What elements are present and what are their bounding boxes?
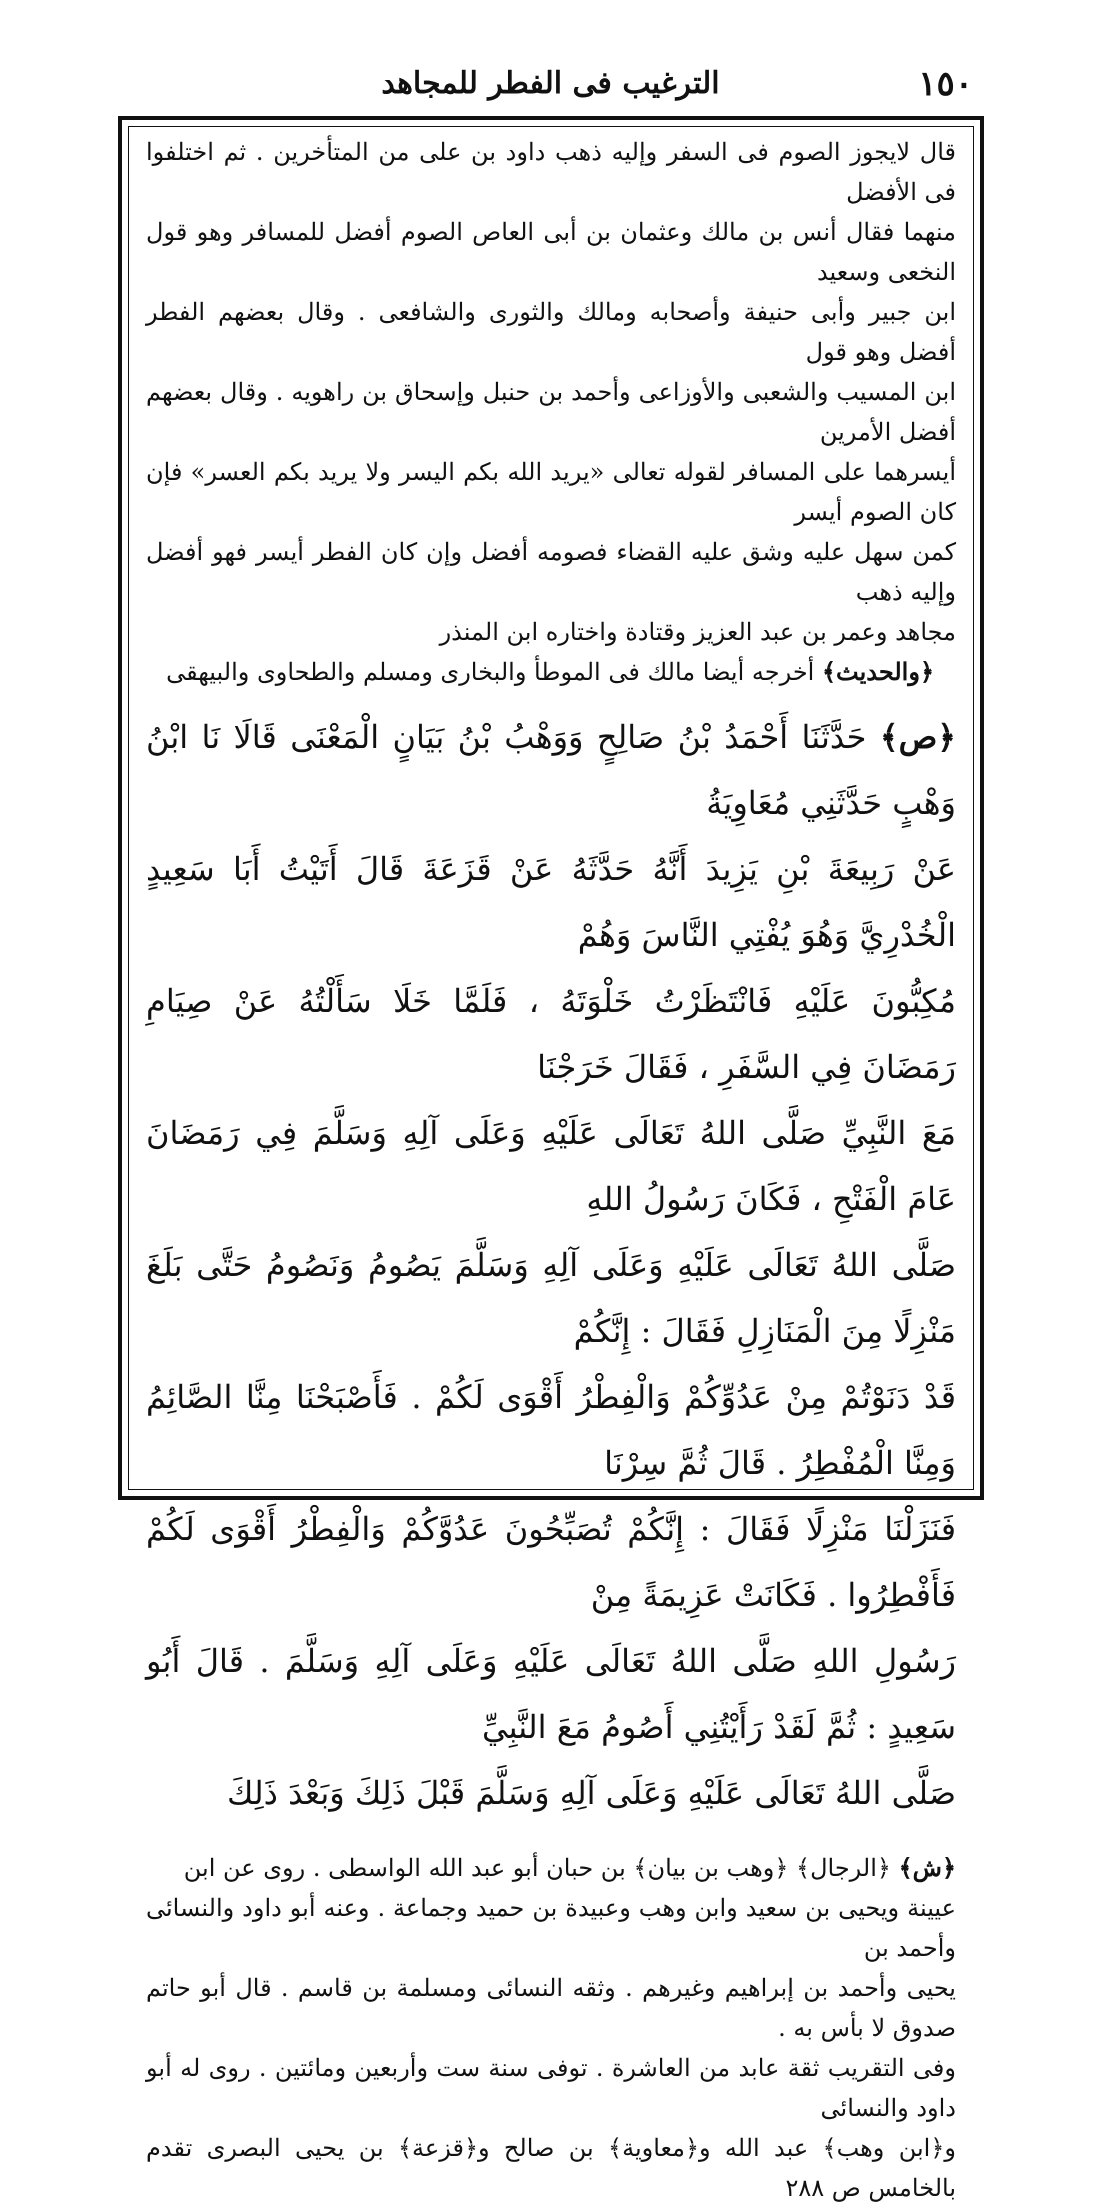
text-line: منهما فقال أنس بن مالك وعثمان بن أبى العاص الصوم أفضل للمسافر وهو قول النخعى وسعيد <box>146 218 957 286</box>
hadith-line: صَلَّى اللهُ تَعَالَى عَلَيْهِ وَعَلَى آلِهِ وَسَلَّمَ يَصُومُ وَنَصُومُ حَتَّى بَلَغَ مَنْزِلًا مِنَ الْمَنَازِلِ فَقَالَ : إِنَّكُمْ <box>146 1246 957 1350</box>
hadith-source-text: أخرجه أيضا مالك فى الموطأ والبخارى ومسلم والطحاوى والبيهقى <box>166 658 822 686</box>
hadith-line: صَلَّى اللهُ تَعَالَى عَلَيْهِ وَعَلَى آلِهِ وَسَلَّمَ قَبْلَ ذَلِكَ وَبَعْدَ ذَلِكَ <box>226 1774 956 1812</box>
text-line: ابن المسيب والشعبى والأوزاعى وأحمد بن حنبل وإسحاق بن راهويه . وقال بعضهم أفضل الأمرين <box>146 378 956 446</box>
page-content <box>146 132 956 2208</box>
text-line: ابن جبير وأبى حنيفة وأصحابه ومالك والثورى والشافعى . وقال بعضهم الفطر أفضل وهو قول <box>146 298 956 366</box>
text-line: مجاهد وعمر بن عبد العزيز وقتادة واختاره ابن المنذر <box>439 618 956 646</box>
hadith-line: قَدْ دَنَوْتُمْ مِنْ عَدُوِّكُمْ وَالْفِطْرُ أَقْوَى لَكُمْ . فَأَصْبَحْنَا مِنَّا الصَّائِمُ وَمِنَّا الْمُفْطِرُ . قَالَ ثُمَّ سِرْنَا <box>146 1378 957 1482</box>
hadith-line: مَعَ النَّبِيِّ صَلَّى اللهُ تَعَالَى عَلَيْهِ وَعَلَى آلِهِ وَسَلَّمَ فِي رَمَضَانَ عَامَ الْفَتْحِ ، فَكَانَ رَسُولُ اللهِ <box>146 1114 956 1218</box>
explanation-line: ﴿الرجال﴾ ﴿وهب بن بيان﴾ بن حبان أبو عبد الله الواسطى . روى عن ابن <box>183 1854 899 1882</box>
page-number: ١٥٠ <box>918 64 973 104</box>
hadith-line: فَنَزَلْنَا مَنْزِلًا فَقَالَ : إِنَّكُمْ تُصَبِّحُونَ عَدُوَّكُمْ وَالْفِطْرُ أَقْوَى لَكُمْ فَأَفْطِرُوا . فَكَانَتْ عَزِيمَةً مِنْ <box>146 1510 957 1614</box>
section-marker: ﴿ص﴾ <box>879 718 957 756</box>
running-title: الترغيب فى الفطر للمجاهد <box>381 66 720 101</box>
section-marker: ﴿ش﴾ <box>898 1853 956 1882</box>
page-header <box>128 62 973 106</box>
section-marker: ﴿والحديث﴾ <box>821 657 934 686</box>
hadith-line: حَدَّثَنَا أَحْمَدُ بْنُ صَالِحٍ وَوَهْبُ بْنُ بَيَانٍ الْمَعْنَى قَالَا نَا ابْنُ وَهْبٍ حَدَّثَنِي مُعَاوِيَةُ <box>146 718 956 822</box>
explanation-line: و﴿ابن وهب﴾ عبد الله و﴿معاوية﴾ بن صالح و﴿قزعة﴾ بن يحيى البصرى تقدم بالخامس ص ٢٨٨ <box>146 2134 956 2202</box>
text-line: كمن سهل عليه وشق عليه القضاء فصومه أفضل وإن كان الفطر أيسر فهو أفضل وإليه ذهب <box>146 538 957 606</box>
hadith-text-block <box>146 704 956 1826</box>
hadith-line: مُكِبُّونَ عَلَيْهِ فَانْتَظَرْتُ خَلْوَتَهُ ، فَلَمَّا خَلَا سَأَلْتُهُ عَنْ صِيَامِ رَمَضَانَ فِي السَّفَرِ ، فَقَالَ خَرَجْنَا <box>146 982 956 1086</box>
text-line <box>146 704 956 836</box>
commentary-block <box>146 132 956 652</box>
text-line: أيسرهما على المسافر لقوله تعالى «يريد الله بكم اليسر ولا يريد بكم العسر» فإن كان الصوم أيسر <box>146 458 956 526</box>
text-line: قال لايجوز الصوم فى السفر وإليه ذهب داود بن على من المتأخرين . ثم اختلفوا فى الأفضل <box>146 138 956 206</box>
hadith-line: عَنْ رَبِيعَةَ بْنِ يَزِيدَ أَنَّهُ حَدَّثَهُ عَنْ قَزَعَةَ قَالَ أَتَيْتُ أَبَا سَعِيدٍ الْخُدْرِيَّ وَهُوَ يُفْتِي النَّاسَ وَهُمْ <box>146 850 956 954</box>
explanation-line: وفى التقريب ثقة عابد من العاشرة . توفى سنة ست وأربعين ومائتين . روى له أبو داود والنسائى <box>146 2054 956 2122</box>
explanation-block <box>146 1848 956 2208</box>
hadith-line: رَسُولِ اللهِ صَلَّى اللهُ تَعَالَى عَلَيْهِ وَعَلَى آلِهِ وَسَلَّمَ . قَالَ أَبُو سَعِيدٍ : ثُمَّ لَقَدْ رَأَيْتُنِي أَصُومُ مَعَ النَّبِيِّ <box>146 1642 956 1746</box>
explanation-line: عيينة ويحيى بن سعيد وابن وهب وعبيدة بن حميد وجماعة . وعنه أبو داود والنسائى وأحمد بن <box>146 1894 956 1962</box>
hadith-source <box>146 652 956 692</box>
explanation-line: يحيى وأحمد بن إبراهيم وغيرهم . وثقه النسائى ومسلمة بن قاسم . قال أبو حاتم صدوق لا بأس به . <box>146 1974 956 2042</box>
text-line <box>146 1848 956 1888</box>
